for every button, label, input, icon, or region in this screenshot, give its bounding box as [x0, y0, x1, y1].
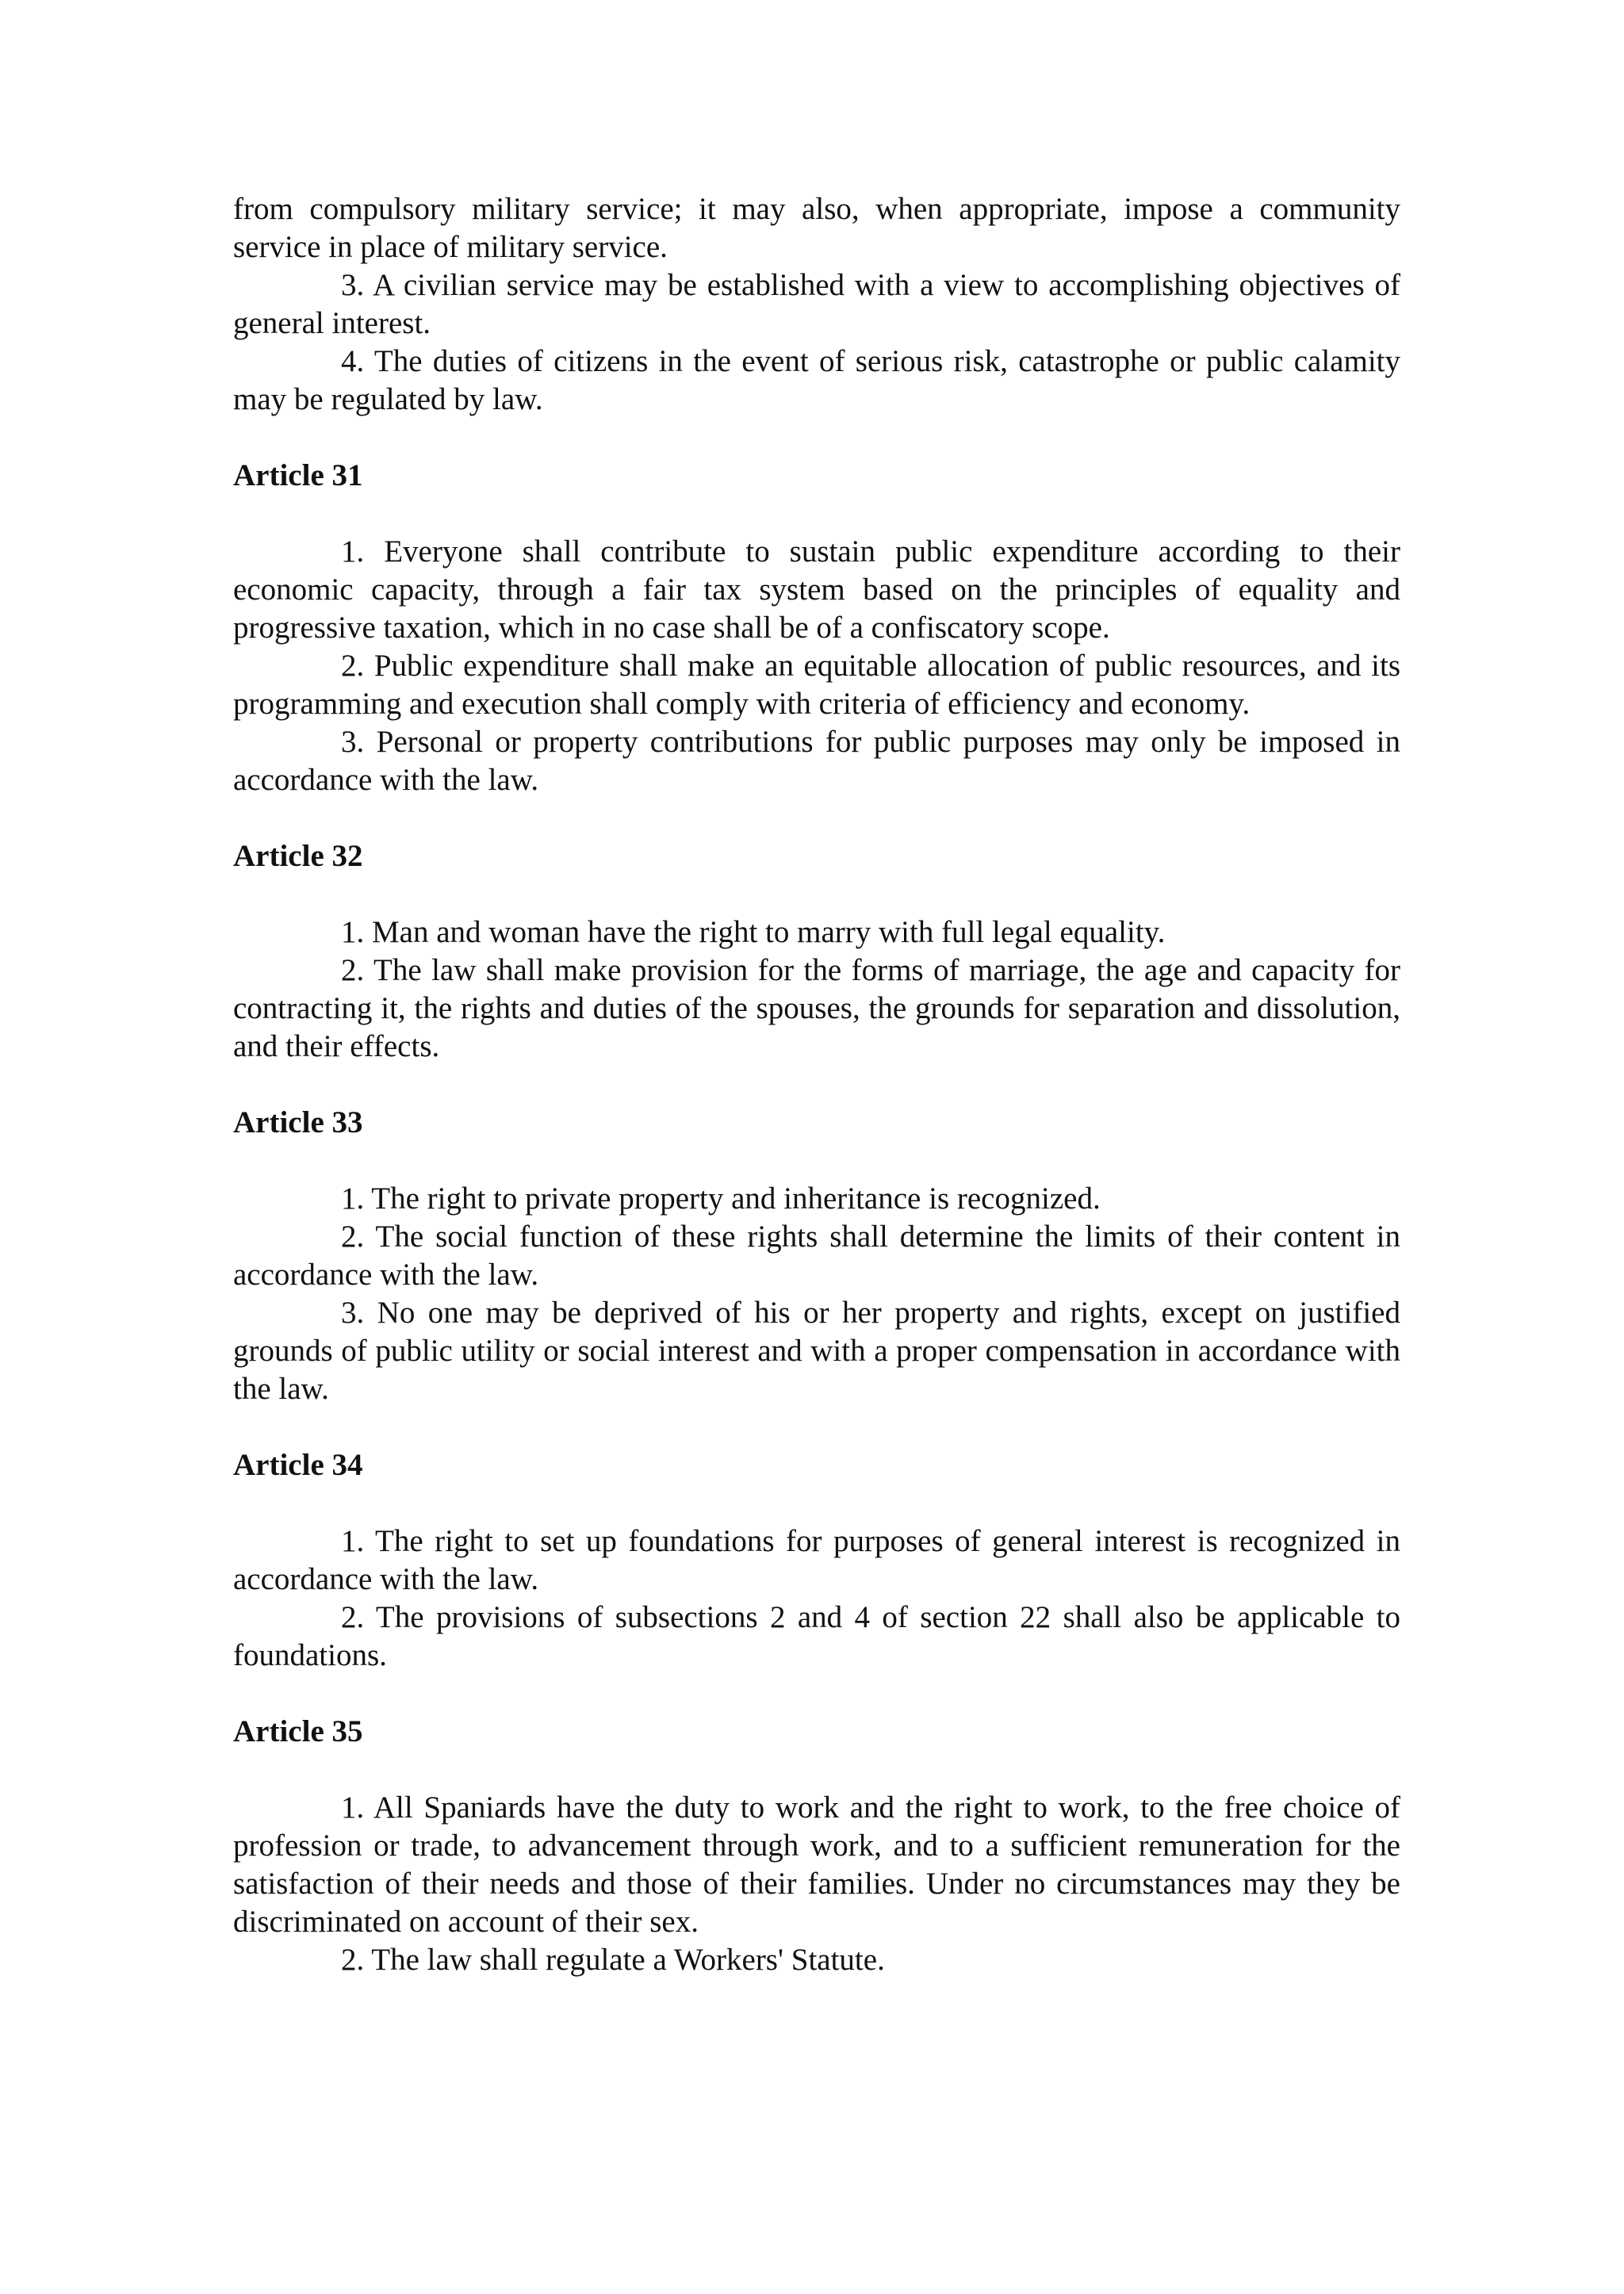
article-32 — [233, 837, 1400, 1066]
paragraph: from compulsory military service; it may also, when appropriate, impose a community service in place of military service. — [233, 192, 1400, 264]
article-34 — [233, 1446, 1400, 1675]
paragraph: 2. The law shall regulate a Workers' Statute. — [341, 1943, 885, 1977]
document-page — [233, 190, 1400, 1979]
paragraph: 2. The provisions of subsections 2 and 4 of section 22 shall also be applicable to foundations. — [233, 1600, 1400, 1672]
paragraph: 1. All Spaniards have the duty to work and the right to work, to the free choice of profession or trade, to advancement through work, and to a sufficient remuneration for the satisfaction of their needs and those of their families. Under no circumstances may they be discriminated on account of their sex. — [233, 1790, 1400, 1939]
article-heading: Article 31 — [233, 458, 363, 492]
paragraph: 3. No one may be deprived of his or her property and rights, except on justified grounds of public utility or social interest and with a proper compensation in accordance with the law. — [233, 1296, 1400, 1406]
article-31 — [233, 457, 1400, 799]
paragraph: 1. The right to set up foundations for purposes of general interest is recognized in accordance with the law. — [233, 1524, 1400, 1596]
article-heading: Article 34 — [233, 1448, 363, 1482]
paragraph: 3. Personal or property contributions for public purposes may only be imposed in accordance with the law. — [233, 725, 1400, 797]
article-35 — [233, 1713, 1400, 1979]
paragraph: 3. A civilian service may be established with a view to accomplishing objectives of general interest. — [233, 268, 1400, 340]
paragraph: 2. The social function of these rights shall determine the limits of their content in accordance with the law. — [233, 1220, 1400, 1292]
paragraph: 1. Everyone shall contribute to sustain public expenditure according to their economic capacity, through a fair tax system based on the principles of equality and progressive taxation, which in no case shall be of a confiscatory scope. — [233, 534, 1400, 645]
paragraph: 1. The right to private property and inheritance is recognized. — [341, 1181, 1101, 1216]
paragraph: 2. Public expenditure shall make an equitable allocation of public resources, and its programming and execution shall comply with criteria of efficiency and economy. — [233, 649, 1400, 721]
paragraph: 1. Man and woman have the right to marry with full legal equality. — [341, 915, 1166, 949]
article-heading: Article 32 — [233, 839, 363, 873]
paragraph: 2. The law shall make provision for the forms of marriage, the age and capacity for contracting it, the rights and duties of the spouses, the grounds for separation and dissolution, and their effects. — [233, 953, 1400, 1063]
article-33 — [233, 1104, 1400, 1408]
paragraph: 4. The duties of citizens in the event of serious risk, catastrophe or public calamity may be regulated by law. — [233, 344, 1400, 416]
article-heading: Article 33 — [233, 1105, 363, 1139]
article-heading: Article 35 — [233, 1714, 363, 1748]
